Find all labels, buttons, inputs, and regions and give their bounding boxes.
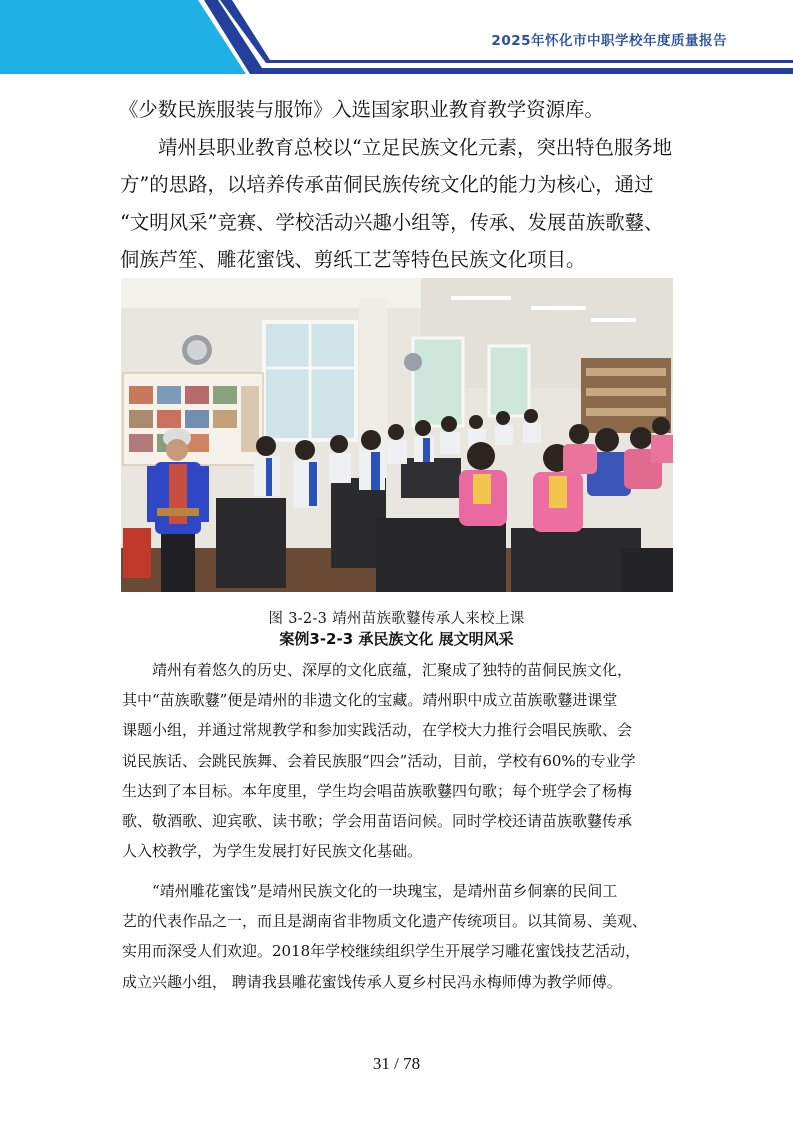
text-line: 其中“苗族歌鼟”便是靖州的非遗文化的宝藏。靖州职中成立苗族歌鼟进课堂 — [122, 691, 618, 710]
case-paragraph-1 — [122, 655, 677, 866]
text-line: 说民族话、会跳民族舞、会着民族服“四会”活动，目前，学校有60%的专业学 — [122, 751, 636, 770]
text-line: 《少数民族服装与服饰》入选国家职业教育教学资源库。 — [119, 98, 604, 121]
text-line: 靖州有着悠久的历史、深厚的文化底蕴，汇聚成了独特的苗侗民族文化， — [152, 661, 633, 679]
text-line: 艺的代表作品之一，而且是湖南省非物质文化遗产传统项目。以其简易、美观、 — [122, 912, 648, 931]
text-line: 方”的思路，以培养传承苗侗民族传统文化的能力为核心，通过 — [120, 173, 654, 196]
text-line: 靖州县职业教育总校以“立足民族文化元素，突出特色服务地 — [158, 135, 673, 159]
intro-paragraph — [120, 95, 676, 276]
text-line: 生达到了本目标。本年度里，学生均会唱苗族歌鼟四句歌；每个班学会了杨梅 — [122, 781, 633, 800]
header-cyan-block — [0, 0, 246, 74]
case-paragraph-2 — [122, 876, 677, 997]
text-line: “靖州雕花蜜饯”是靖州民族文化的一块瑰宝，是靖州苗乡侗寨的民间工 — [152, 882, 618, 900]
text-line: 侗族芦笙、雕花蜜饯、剪纸工艺等特色民族文化项目。 — [120, 248, 586, 271]
classroom-photo — [121, 278, 673, 592]
text-line: “文明风采”竞赛、学校活动兴趣小组等，传承、发展苗族歌鼟、 — [120, 210, 664, 234]
figure-caption: 图 3-2-3 靖州苗族歌鼟传承人来校上课 — [268, 611, 525, 627]
text-line: 人入校教学，为学生发展打好民族文化基础。 — [122, 842, 423, 861]
text-line: 课题小组，并通过常规教学和参加实践活动，在学校大力推行会唱民族歌、会 — [122, 721, 633, 740]
text-line: 歌、敬酒歌、迎宾歌、读书歌；学会用苗语问候。同时学校还请苗族歌鼟传承 — [122, 812, 633, 831]
text-line: 成立兴趣小组， 聘请我县雕花蜜饯传承人夏乡村民冯永梅师傅为教学师傅。 — [122, 972, 622, 991]
report-title: 2025年怀化市中职学校年度质量报告 — [491, 33, 727, 49]
text-line: 实用而深受人们欢迎。2018年学校继续组织学生开展学习雕花蜜饯技艺活动， — [122, 942, 641, 961]
page-number: 31 / 78 — [372, 1054, 421, 1073]
case-title: 案例3-2-3 承民族文化 展文明风采 — [279, 630, 514, 648]
